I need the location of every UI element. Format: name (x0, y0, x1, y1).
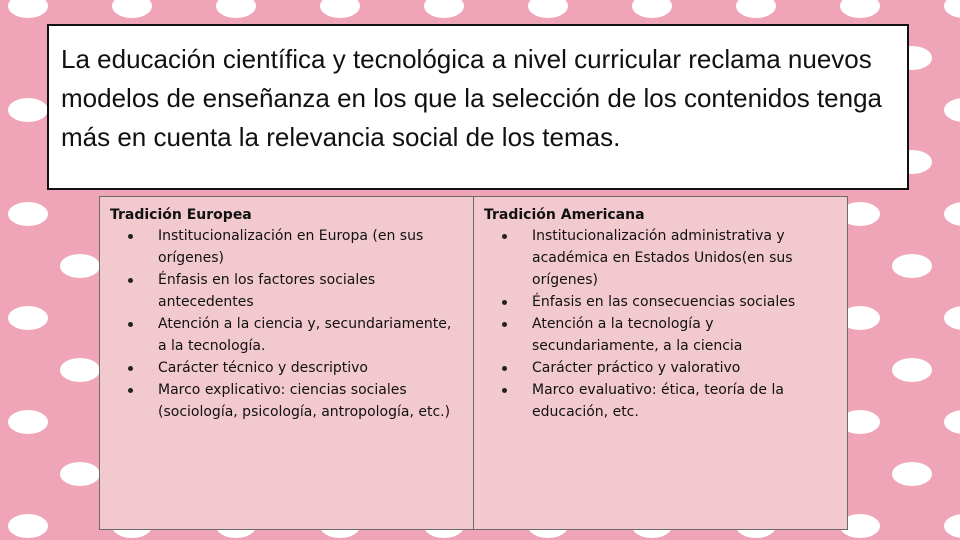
polka-dot (944, 202, 960, 226)
polka-dot (60, 462, 100, 486)
polka-dot (892, 254, 932, 278)
bullet-list (484, 225, 837, 423)
list-item-text: Énfasis en las consecuencias sociales (532, 294, 796, 310)
polka-dot (8, 514, 48, 538)
bullet-icon (502, 234, 507, 239)
list-item (532, 313, 837, 357)
list-item (532, 357, 837, 379)
list-item (158, 357, 463, 379)
bullet-list (110, 225, 463, 423)
list-item-text: Marco evaluativo: ética, teoría de la educación, etc. (532, 382, 784, 420)
polka-dot (944, 410, 960, 434)
polka-dot (424, 0, 464, 18)
column-title: Tradición Europea (110, 207, 252, 223)
polka-dot (8, 306, 48, 330)
list-item (158, 313, 463, 357)
polka-dot (944, 306, 960, 330)
polka-dot (60, 254, 100, 278)
column-title: Tradición Americana (484, 207, 645, 223)
bullet-icon (128, 278, 133, 283)
polka-dot (892, 358, 932, 382)
list-item (158, 269, 463, 313)
list-item (158, 225, 463, 269)
list-item-text: Atención a la ciencia y, secundariamente, a la tecnología. (158, 316, 452, 354)
bullet-icon (502, 388, 507, 393)
list-item (532, 225, 837, 291)
polka-dot (320, 0, 360, 18)
polka-dot (528, 0, 568, 18)
heading-box (47, 24, 909, 190)
list-item-text: Énfasis en los factores sociales antecedentes (158, 272, 376, 310)
list-item-text: Institucionalización administrativa y académica en Estados Unidos(en sus orígenes) (532, 228, 793, 288)
column-american (473, 197, 847, 529)
list-item-text: Carácter práctico y valorativo (532, 360, 741, 376)
column-european (100, 197, 473, 529)
list-item-text: Marco explicativo: ciencias sociales (sociología, psicología, antropología, etc.) (158, 382, 451, 420)
polka-dot (112, 0, 152, 18)
list-item-text: Institucionalización en Europa (en sus orígenes) (158, 228, 424, 266)
polka-dot (8, 202, 48, 226)
bullet-icon (128, 366, 133, 371)
list-item (532, 291, 837, 313)
comparison-table (99, 196, 848, 530)
bullet-icon (128, 234, 133, 239)
polka-dot (632, 0, 672, 18)
polka-dot (944, 98, 960, 122)
slide-heading: La educación científica y tecnológica a nivel curricular reclama nuevos modelos de enseñanza en los que la selección de los contenidos tenga más en cuenta la relevancia social de los temas. (61, 44, 883, 152)
polka-dot (840, 0, 880, 18)
bullet-icon (502, 322, 507, 327)
list-item-text: Carácter técnico y descriptivo (158, 360, 368, 376)
list-item (532, 379, 837, 423)
bullet-icon (128, 388, 133, 393)
polka-dot (944, 0, 960, 18)
polka-dot (60, 358, 100, 382)
polka-dot (736, 0, 776, 18)
polka-dot (944, 514, 960, 538)
bullet-icon (502, 366, 507, 371)
polka-dot (8, 0, 48, 18)
list-item-text: Atención a la tecnología y secundariamente, a la ciencia (532, 316, 743, 354)
polka-dot (216, 0, 256, 18)
polka-dot (892, 462, 932, 486)
polka-dot (8, 98, 48, 122)
polka-dot (8, 410, 48, 434)
bullet-icon (128, 322, 133, 327)
bullet-icon (502, 300, 507, 305)
list-item (158, 379, 463, 423)
